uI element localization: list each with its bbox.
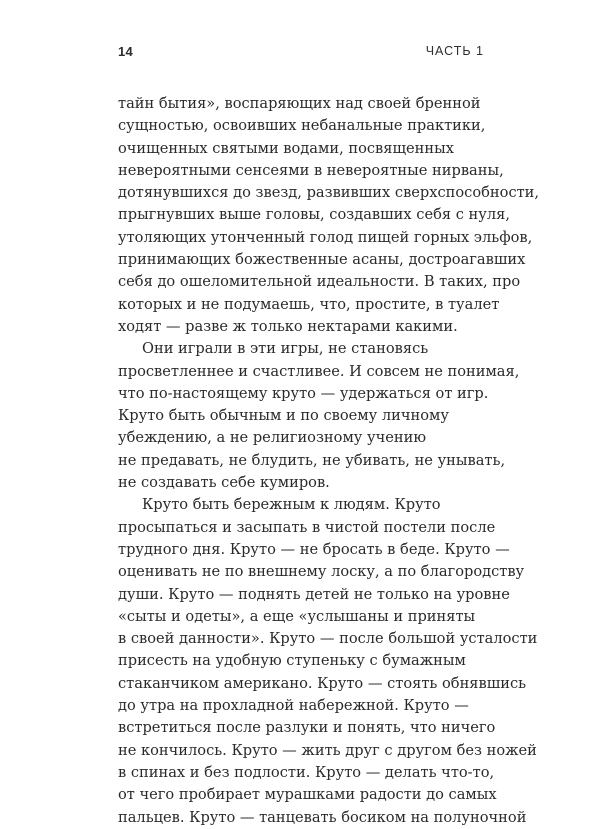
text-line: тайн бытия», воспаряющих над своей бренной [118,95,481,112]
paragraph [118,338,520,494]
body-text [118,93,540,829]
text-line: себя до ошеломительной идеальности. В таких, про [118,273,521,291]
text-line: «сыты и одеты», а еще «услышаны и приняты [118,607,476,625]
text-line: невероятными сенсеями в невероятные нирваны, [118,161,504,179]
text-line: Круто быть бережным к людям. Круто [142,496,441,514]
text-line: просветленнее и счастливее. И совсем не понимая, [118,362,520,380]
text-line: которых и не подумаешь, что, простите, в туалет [118,295,500,313]
text-line: прыгнувших выше головы, создавших себя с нуля, [118,206,510,224]
text-line: не предавать, не блудить, не убивать, не унывать, [118,451,506,469]
text-line: оценивать не по внешнему лоску, а по благородству [118,563,525,581]
page-number: 14 [118,44,134,59]
text-line: Они играли в эти игры, не становясь [142,340,429,358]
text-line: до утра на прохладной набережной. Круто — [118,697,469,715]
text-line: убеждению, а не религиозному учению [118,429,427,447]
text-line: стаканчиком американо. Круто — стоять обнявшись [118,674,527,692]
text-line: Круто быть обычным и по своему личному [118,407,449,425]
text-line: ходят — разве ж только нектарами какими. [118,317,458,335]
text-line: присесть на удобную ступеньку с бумажным [118,652,466,670]
text-line: в своей данности». Круто — после большой усталости [118,630,538,648]
text-line: принимающих божественные асаны, достроагавших [118,251,526,269]
running-head: ЧАСТЬ 1 [425,44,484,58]
text-line: от чего пробирает мурашками радости до самых [118,786,497,804]
text-line: что по-настоящему круто — удержаться от игр. [118,384,489,402]
page-header [118,44,484,64]
text-line: трудного дня. Круто — не бросать в беде. Круто — [118,540,510,558]
text-line: души. Круто — поднять детей не только на уровне [118,585,510,603]
text-line: пальцев. Круто — танцевать босиком на полуночной [118,808,527,826]
paragraph [118,494,538,828]
text-line: не создавать себе кумиров. [118,474,330,492]
text-line: просыпаться и засыпать в чистой постели после [118,518,496,536]
text-line: дотянувшихся до звезд, развивших сверхспособности, [118,184,540,202]
text-line: не кончилось. Круто — жить друг с другом без ножей [118,741,537,759]
text-line: утоляющих утонченный голод пищей горных эльфов, [118,228,533,246]
paragraph [118,93,540,338]
text-line: сущностью, освоивших небанальные практики, [118,117,486,135]
text-line: встретиться после разлуки и понять, что ничего [118,719,496,737]
text-line: в спинах и без подлости. Круто — делать что-то, [118,763,495,781]
text-line: очищенных святыми водами, посвященных [118,139,454,157]
